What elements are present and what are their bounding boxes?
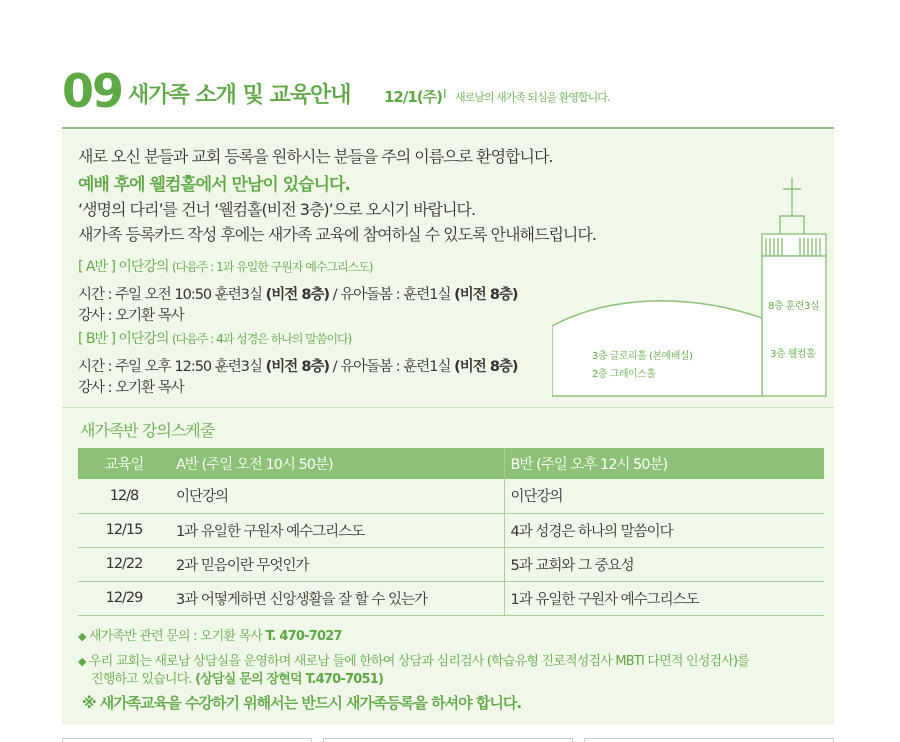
label-2f-grace: 2층 그레이스홀 — [592, 369, 656, 380]
header-class-a: A반 (주일 오전 10시 50분) — [170, 448, 504, 479]
note-counseling — [78, 650, 749, 669]
class-b-time-prefix: 시간 : 주일 오후 12:50 훈련3실 — [78, 359, 266, 375]
intro-welcome: 새로 오신 분들과 교회 등록을 원하시는 분들을 주의 이름으로 환영합니다. — [78, 147, 553, 166]
section-header — [62, 66, 834, 129]
bottom-box-2 — [323, 738, 573, 742]
note2-line1: 우리 교회는 새로남 상담실을 운영하며 새로남 들에 한하여 상담과 심리검사 (학습유형 진로적성검사 MBTI 다면적 인성검사)를 — [89, 654, 750, 669]
class-a-time-prefix: 시간 : 주일 오전 10:50 훈련3실 — [78, 287, 266, 303]
section-number: 09 — [62, 64, 123, 118]
class-b-room-floor: (비전 8층) — [265, 359, 330, 375]
class-a-next: (다음주 : 1과 유일한 구원자 예수그리스도) — [171, 260, 373, 274]
row-class-b: 이단강의 — [504, 479, 824, 513]
row-date: 12/29 — [78, 581, 170, 615]
row-date: 12/8 — [78, 479, 170, 513]
label-3f-welcome: 3층 웰컴홀 — [770, 349, 816, 360]
bottom-box-1 — [62, 738, 312, 742]
row-class-b: 4과 성경은 하나의 말씀이다 — [504, 513, 824, 547]
class-b-heading — [78, 328, 351, 348]
note-newfamily-contact — [78, 625, 342, 644]
class-a-heading — [78, 256, 373, 276]
section-title: 새가족 소개 및 교육안내 — [128, 83, 351, 108]
header-class-b: B반 (주일 오후 12시 50분) — [504, 448, 824, 479]
row-date: 12/22 — [78, 547, 170, 581]
note-counseling-cont — [91, 668, 383, 687]
note1-phone: T. 470-7027 — [265, 629, 342, 644]
schedule-table — [78, 448, 824, 616]
table-row — [78, 547, 824, 581]
class-a-title: [ A반 ] 이단강의 — [78, 259, 169, 275]
intro-meeting: 예배 후에 웰컴홀에서 만남이 있습니다. — [78, 175, 350, 195]
sanctuary-hall — [552, 301, 762, 396]
header-separator: I — [443, 87, 447, 101]
registration-warning: ※ 새가족교육을 수강하기 위해서는 반드시 새가족등록을 하셔야 합니다. — [82, 694, 522, 712]
class-b-next: (다음주 : 4과 성경은 하나의 말씀이다) — [171, 332, 352, 346]
class-a-childcare: / 유아돌봄 : 훈련1실 — [329, 287, 455, 303]
church-building-illustration — [552, 176, 828, 400]
note2-line2: 진행하고 있습니다. — [91, 672, 196, 687]
schedule-header-row — [78, 448, 824, 479]
row-class-a: 3과 어떻게하면 신앙생활을 잘 할 수 있는가 — [170, 581, 504, 615]
class-b-childcare: / 유아돌봄 : 훈련1실 — [329, 359, 455, 375]
class-b-teacher: 강사 : 오기환 목사 — [78, 380, 184, 396]
class-b-childcare-floor: (비전 8층) — [454, 359, 518, 375]
bottom-box-3 — [584, 738, 834, 742]
label-3f-glory: 3층 글로리홀 (본예배실) — [592, 351, 693, 362]
row-class-a: 1과 유일한 구원자 예수그리스도 — [170, 513, 504, 547]
note1-text: 새가족반 관련 문의 : 오기환 목사 — [89, 629, 266, 644]
class-a-time — [78, 283, 518, 304]
diamond-bullet-icon: ◆ — [78, 630, 86, 643]
class-a-childcare-floor: (비전 8층) — [454, 287, 518, 303]
header-date: 교육일 — [78, 448, 170, 479]
label-8f-training: 8층 훈련3실 — [768, 301, 820, 312]
class-a-room-floor: (비전 8층) — [265, 287, 330, 303]
row-class-a: 2과 믿음이란 무엇인가 — [170, 547, 504, 581]
row-date: 12/15 — [78, 513, 170, 547]
diamond-bullet-icon: ◆ — [78, 655, 86, 668]
table-row — [78, 513, 824, 547]
tower-body — [762, 256, 826, 396]
row-class-b: 1과 유일한 구원자 예수그리스도 — [504, 581, 824, 615]
table-row — [78, 581, 824, 615]
intro-directions: ‘생명의 다리’를 건너 ‘웰컴홀(비전 3층)’으로 오시기 바랍니다. — [78, 200, 476, 219]
row-class-b: 5과 교회와 그 중요성 — [504, 547, 824, 581]
section-subtitle: 새로남의 새가족 되심을 환영합니다. — [455, 91, 610, 104]
intro-registration: 새가족 등록카드 작성 후에는 새가족 교육에 참여하실 수 있도록 안내해드립니다. — [78, 225, 596, 244]
row-class-a: 이단강의 — [170, 479, 504, 513]
spire — [780, 216, 804, 234]
section-date: 12/1(주) — [384, 88, 442, 106]
class-a-teacher: 강사 : 오기환 목사 — [78, 308, 184, 324]
class-b-time — [78, 355, 518, 376]
schedule-title: 새가족반 강의스케줄 — [80, 421, 215, 440]
note2-contact: (상담실 문의 장현덕 T.470-7051) — [195, 672, 384, 687]
class-b-title: [ B반 ] 이단강의 — [78, 331, 169, 347]
table-row — [78, 479, 824, 513]
